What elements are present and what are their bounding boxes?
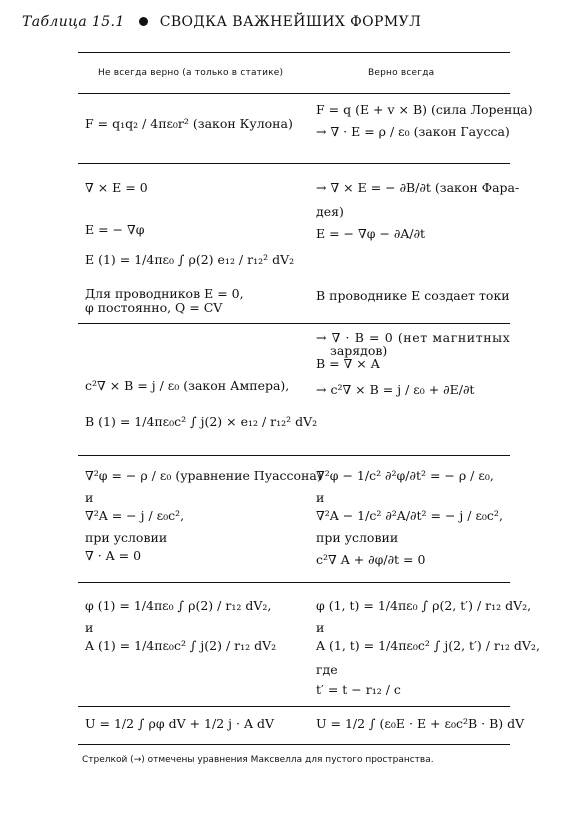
rule-row2 — [78, 323, 510, 324]
formula-div-b-cont: зарядов) — [330, 343, 388, 358]
formula-energy-field: U = 1/2 ∫ (ε₀E · E + ε₀c²B · B) dV — [316, 716, 525, 731]
formula-b-integral: B (1) = 1/4πε₀c² ∫ j(2) × e₁₂ / r₁₂² dV₂ — [85, 414, 318, 429]
condition-label: при условии — [85, 530, 168, 545]
formula-b-curl-a: B = ∇ × A — [316, 356, 380, 371]
formula-a-integral: A (1) = 1/4πε₀c² ∫ j(2) / r₁₂ dV₂ — [85, 638, 277, 653]
rule-top — [78, 52, 510, 53]
formula-wave-a: ∇²A − 1/c² ∂²A/∂t² = − j / ε₀c², — [316, 508, 503, 523]
formula-phi-integral: φ (1) = 1/4πε₀ ∫ ρ(2) / r₁₂ dV₂, — [85, 598, 272, 613]
word-and-r5-right: и — [316, 620, 325, 635]
word-and-r5: и — [85, 620, 94, 635]
rule-row5 — [78, 706, 510, 707]
formula-poisson: ∇²φ = − ρ / ε₀ (уравнение Пуассона) — [85, 468, 322, 483]
conductor-note-1: Для проводников E = 0, — [85, 286, 244, 301]
formula-e-grad-phi: E = − ∇φ — [85, 222, 145, 237]
conductor-note-2: φ постоянно, Q = CV — [85, 300, 223, 315]
formula-div-b: → ∇ · B = 0 (нет магнитных — [316, 330, 511, 345]
header-left: Не всегда верно (а только в статике) — [98, 68, 284, 78]
rule-header — [78, 93, 510, 94]
table-caption — [22, 14, 421, 30]
word-and-right: и — [316, 490, 325, 505]
formula-faraday-cont: дея) — [316, 204, 344, 219]
formula-ampere: c²∇ × B = j / ε₀ (закон Ампера), — [85, 378, 290, 393]
formula-e-integral: E (1) = 1/4πε₀ ∫ ρ(2) e₁₂ / r₁₂² dV₂ — [85, 252, 295, 267]
rule-row3 — [78, 455, 510, 456]
formula-maxwell-ampere: → c²∇ × B = j / ε₀ + ∂E/∂t — [316, 382, 475, 397]
word-and: и — [85, 490, 94, 505]
footnote: Стрелкой (→) отмечены уравнения Максвелла для пустого пространства. — [82, 755, 434, 765]
rule-row1 — [78, 163, 510, 164]
formula-energy-static: U = 1/2 ∫ ρφ dV + 1/2 j · A dV — [85, 716, 274, 731]
formula-wave-phi: ∇²φ − 1/c² ∂²φ/∂t² = − ρ / ε₀, — [316, 468, 494, 483]
formula-retarded-phi: φ (1, t) = 1/4πε₀ ∫ ρ(2, t′) / r₁₂ dV₂, — [316, 598, 532, 613]
formula-faraday: → ∇ × E = − ∂B/∂t (закон Фара- — [316, 180, 520, 195]
formula-retarded-a: A (1, t) = 1/4πε₀c² ∫ j(2, t′) / r₁₂ dV₂, — [316, 638, 540, 653]
formula-gauss: → ∇ · E = ρ / ε₀ (закон Гаусса) — [316, 124, 510, 139]
condition-label-right: при условии — [316, 530, 399, 545]
rule-bottom — [78, 744, 510, 745]
formula-retarded-time: t′ = t − r₁₂ / c — [316, 682, 401, 697]
table-title: СВОДКА ВАЖНЕЙШИХ ФОРМУЛ — [159, 14, 422, 30]
formula-lorentz: F = q (E + v × B) (сила Лоренца) — [316, 102, 533, 117]
formula-curl-e-zero: ∇ × E = 0 — [85, 180, 148, 195]
formula-coulomb: F = q₁q₂ / 4πε₀r² (закон Кулона) — [85, 116, 293, 131]
rule-row4 — [78, 582, 510, 583]
word-where: где — [316, 662, 338, 677]
conductor-current-note: В проводнике E создает токи — [316, 288, 510, 303]
table-number: Таблица 15.1 — [22, 14, 125, 30]
bullet-icon — [139, 17, 148, 26]
formula-lorenz-gauge: c²∇ A + ∂φ/∂t = 0 — [316, 552, 426, 567]
formula-e-potentials: E = − ∇φ − ∂A/∂t — [316, 226, 426, 241]
header-right: Верно всегда — [368, 68, 435, 78]
formula-coulomb-gauge: ∇ · A = 0 — [85, 548, 142, 563]
formula-laplace-a: ∇²A = − j / ε₀c², — [85, 508, 185, 523]
